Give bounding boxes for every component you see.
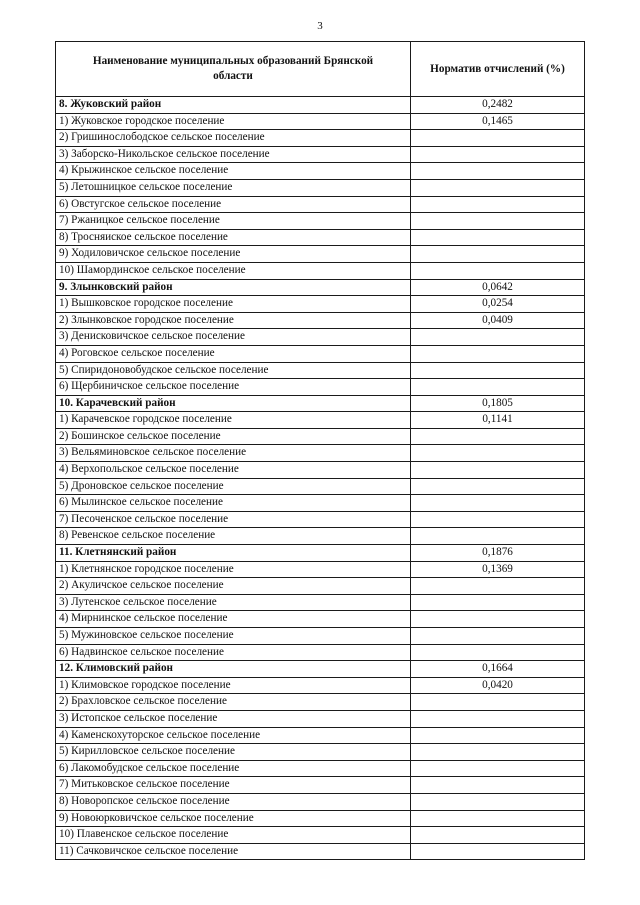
settlement-row (56, 146, 585, 163)
norm-value-cell (411, 196, 585, 213)
settlement-name-cell: 6) Надвинское сельское поселение (56, 644, 411, 661)
settlement-row (56, 528, 585, 545)
settlement-name-cell: 5) Летошницкое сельское поселение (56, 179, 411, 196)
settlement-row (56, 628, 585, 645)
settlement-row (56, 710, 585, 727)
norm-value-cell (411, 345, 585, 362)
norm-value-cell (411, 760, 585, 777)
settlement-row (56, 130, 585, 147)
norm-value-cell: 0,1876 (411, 545, 585, 562)
settlement-row (56, 163, 585, 180)
norm-value-cell (411, 229, 585, 246)
norm-value-cell (411, 793, 585, 810)
settlement-name-cell: 3) Заборско-Никольское сельское поселение (56, 146, 411, 163)
norm-value-cell (411, 528, 585, 545)
norm-value-cell: 0,1465 (411, 113, 585, 130)
settlement-row (56, 462, 585, 479)
settlement-row (56, 744, 585, 761)
settlement-row (56, 329, 585, 346)
settlement-row (56, 777, 585, 794)
settlement-name-cell: 5) Спиридоновобудское сельское поселение (56, 362, 411, 379)
header-municipality-name: Наименование муниципальных образований Брянской области (56, 42, 411, 97)
norm-value-cell (411, 495, 585, 512)
settlement-row (56, 179, 585, 196)
settlement-row (56, 229, 585, 246)
norm-value-cell (411, 710, 585, 727)
norm-value-cell (411, 379, 585, 396)
settlement-row (56, 511, 585, 528)
settlement-name-cell: 3) Истопское сельское поселение (56, 710, 411, 727)
norm-value-cell (411, 462, 585, 479)
settlement-row (56, 213, 585, 230)
district-row (56, 279, 585, 296)
settlement-row (56, 810, 585, 827)
district-row (56, 395, 585, 412)
settlement-name-cell: 2) Брахловское сельское поселение (56, 694, 411, 711)
norm-value-cell: 0,1141 (411, 412, 585, 429)
norm-value-cell (411, 511, 585, 528)
settlement-name-cell: 5) Дроновское сельское поселение (56, 478, 411, 495)
settlement-row (56, 345, 585, 362)
settlement-name-cell: 1) Карачевское городское поселение (56, 412, 411, 429)
settlement-name-cell: 6) Лакомобудское сельское поселение (56, 760, 411, 777)
district-row (56, 97, 585, 114)
norm-value-cell: 0,1805 (411, 395, 585, 412)
norm-value-cell: 0,1664 (411, 661, 585, 678)
norm-value-cell: 0,0409 (411, 312, 585, 329)
settlement-name-cell: 3) Вельяминовское сельское поселение (56, 445, 411, 462)
settlement-row (56, 495, 585, 512)
district-name-cell: 11. Клетнянский район (56, 545, 411, 562)
settlement-name-cell: 5) Мужиновское сельское поселение (56, 628, 411, 645)
settlement-name-cell: 9) Новоюрковичское сельское поселение (56, 810, 411, 827)
norm-value-cell (411, 644, 585, 661)
norm-value-cell (411, 179, 585, 196)
settlement-name-cell: 2) Злынковское городское поселение (56, 312, 411, 329)
settlement-row (56, 445, 585, 462)
norm-value-cell (411, 130, 585, 147)
norm-value-cell (411, 810, 585, 827)
district-name-cell: 8. Жуковский район (56, 97, 411, 114)
settlement-name-cell: 3) Денисковичское сельское поселение (56, 329, 411, 346)
settlement-name-cell: 10) Шамординское сельское поселение (56, 262, 411, 279)
norm-value-cell (411, 329, 585, 346)
settlement-row (56, 312, 585, 329)
norm-value-cell: 0,0254 (411, 296, 585, 313)
settlement-row (56, 561, 585, 578)
settlement-name-cell: 8) Ревенское сельское поселение (56, 528, 411, 545)
settlement-row (56, 611, 585, 628)
norm-value-cell (411, 445, 585, 462)
settlement-name-cell: 4) Каменскохуторское сельское поселение (56, 727, 411, 744)
norm-value-cell (411, 362, 585, 379)
settlement-name-cell: 7) Ржаницкое сельское поселение (56, 213, 411, 230)
settlement-row (56, 362, 585, 379)
settlement-row (56, 843, 585, 860)
norm-value-cell: 0,0420 (411, 677, 585, 694)
norm-value-cell (411, 428, 585, 445)
settlement-row (56, 196, 585, 213)
settlement-name-cell: 8) Тросняиское сельское поселение (56, 229, 411, 246)
settlement-row (56, 760, 585, 777)
settlement-name-cell: 4) Крыжинское сельское поселение (56, 163, 411, 180)
table-body (56, 97, 585, 860)
settlement-row (56, 412, 585, 429)
settlement-name-cell: 1) Вышковское городское поселение (56, 296, 411, 313)
settlement-row (56, 578, 585, 595)
settlement-name-cell: 11) Сачковичское сельское поселение (56, 843, 411, 860)
settlement-name-cell: 6) Щербиничское сельское поселение (56, 379, 411, 396)
settlement-row (56, 677, 585, 694)
settlement-name-cell: 6) Мылинское сельское поселение (56, 495, 411, 512)
norm-value-cell (411, 262, 585, 279)
header-norm-percent: Норматив отчислений (%) (411, 42, 585, 97)
settlement-row (56, 594, 585, 611)
district-name-cell: 9. Злынковский район (56, 279, 411, 296)
settlement-name-cell: 2) Бошинское сельское поселение (56, 428, 411, 445)
norm-value-cell (411, 744, 585, 761)
settlement-row (56, 827, 585, 844)
settlement-row (56, 478, 585, 495)
settlement-name-cell: 7) Митьковское сельское поселение (56, 777, 411, 794)
norm-value-cell (411, 694, 585, 711)
settlement-name-cell: 8) Новоропское сельское поселение (56, 793, 411, 810)
settlement-name-cell: 6) Овстугское сельское поселение (56, 196, 411, 213)
settlement-row (56, 113, 585, 130)
settlement-name-cell: 5) Кирилловское сельское поселение (56, 744, 411, 761)
settlement-row (56, 246, 585, 263)
norm-value-cell (411, 578, 585, 595)
settlement-name-cell: 2) Гришинослободское сельское поселение (56, 130, 411, 147)
district-name-cell: 10. Карачевский район (56, 395, 411, 412)
settlement-name-cell: 1) Жуковское городское поселение (56, 113, 411, 130)
norm-value-cell (411, 163, 585, 180)
settlement-row (56, 428, 585, 445)
norm-value-cell (411, 246, 585, 263)
settlement-name-cell: 1) Климовское городское поселение (56, 677, 411, 694)
norm-value-cell (411, 478, 585, 495)
settlement-name-cell: 10) Плавенское сельское поселение (56, 827, 411, 844)
district-row (56, 661, 585, 678)
norm-value-cell (411, 827, 585, 844)
settlement-row (56, 262, 585, 279)
settlement-row (56, 644, 585, 661)
settlement-name-cell: 4) Верхопольское сельское поселение (56, 462, 411, 479)
norm-value-cell (411, 611, 585, 628)
norm-value-cell (411, 843, 585, 860)
settlement-row (56, 379, 585, 396)
settlement-row (56, 694, 585, 711)
norm-value-cell (411, 777, 585, 794)
norm-value-cell (411, 213, 585, 230)
settlement-name-cell: 2) Акуличское сельское поселение (56, 578, 411, 595)
settlement-row (56, 296, 585, 313)
settlement-name-cell: 4) Мирнинское сельское поселение (56, 611, 411, 628)
settlement-name-cell: 1) Клетнянское городское поселение (56, 561, 411, 578)
norm-value-cell: 0,0642 (411, 279, 585, 296)
norm-value-cell: 0,2482 (411, 97, 585, 114)
norm-table (55, 41, 585, 860)
settlement-name-cell: 4) Роговское сельское поселение (56, 345, 411, 362)
table-header-row (56, 42, 585, 97)
settlement-row (56, 793, 585, 810)
settlement-name-cell: 7) Песоченское сельское поселение (56, 511, 411, 528)
settlement-name-cell: 9) Ходиловичское сельское поселение (56, 246, 411, 263)
district-row (56, 545, 585, 562)
norm-value-cell (411, 594, 585, 611)
norm-value-cell: 0,1369 (411, 561, 585, 578)
district-name-cell: 12. Климовский район (56, 661, 411, 678)
page-number: 3 (317, 20, 323, 32)
settlement-name-cell: 3) Лутенское сельское поселение (56, 594, 411, 611)
norm-value-cell (411, 727, 585, 744)
norm-value-cell (411, 146, 585, 163)
norm-value-cell (411, 628, 585, 645)
settlement-row (56, 727, 585, 744)
